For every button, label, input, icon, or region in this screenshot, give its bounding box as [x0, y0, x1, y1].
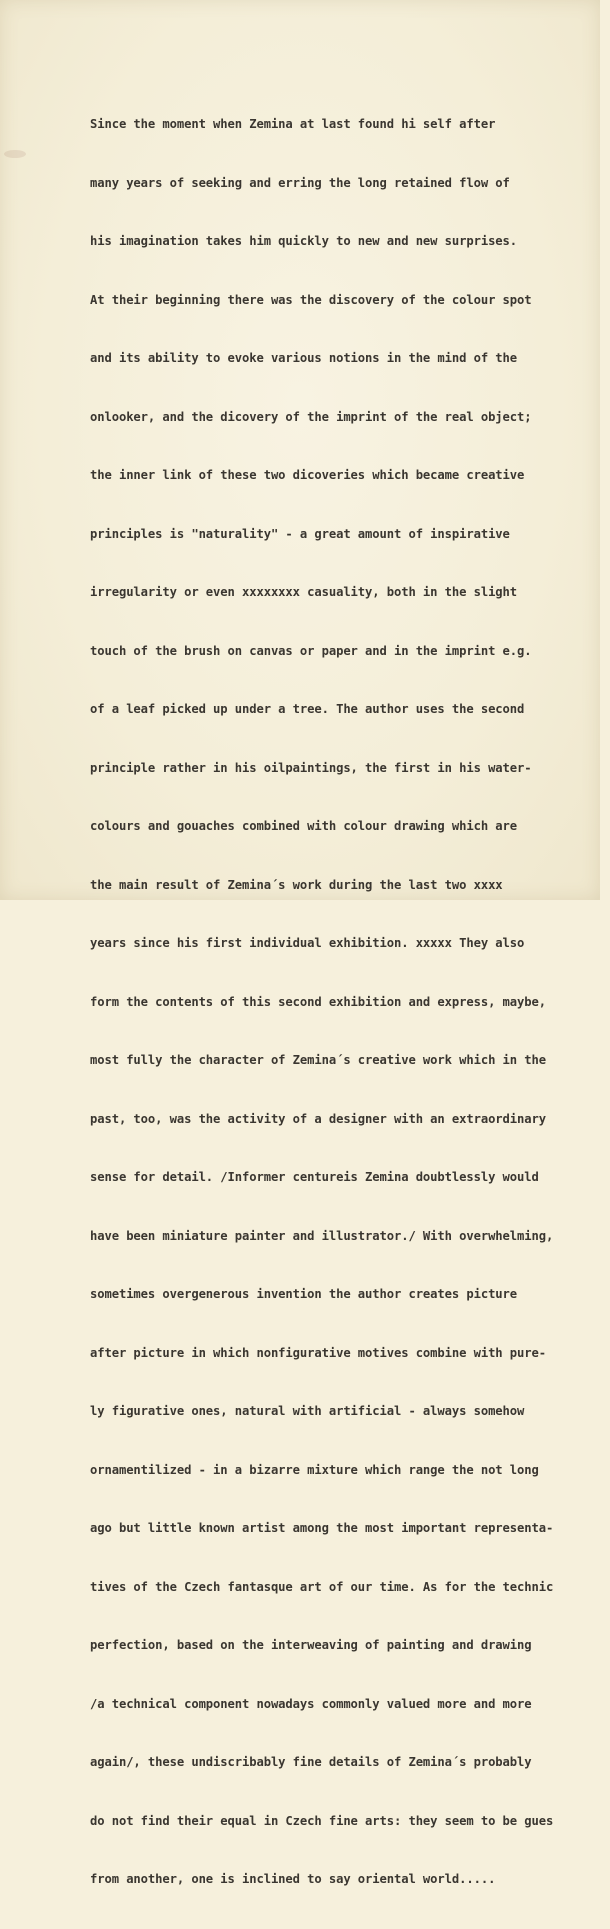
text-line: touch of the brush on canvas or paper and in the imprint e.g.	[90, 643, 532, 658]
text-line: principles is "naturality" - a great amount of inspirative	[90, 526, 510, 541]
text-line: tives of the Czech fantasque art of our time. As for the technic	[90, 1579, 554, 1594]
text-line: Since the moment when Zemina at last found hi self after	[90, 117, 496, 131]
text-line: sometimes overgenerous invention the author creates picture	[90, 1287, 518, 1301]
text-line: his imagination takes him quickly to new and new surprises.	[90, 234, 518, 248]
text-line: principle rather in his oilpaintings, the first in his water-	[90, 760, 532, 775]
text-line: onlooker, and the dicovery of the imprint of the real object;	[90, 409, 532, 424]
paper-stain	[4, 150, 26, 158]
text-line: colours and gouaches combined with colour drawing which are	[90, 819, 518, 833]
text-line: perfection, based on the interweaving of painting and drawing	[90, 1638, 532, 1652]
text-line: of a leaf picked up under a tree. The author uses the second	[90, 702, 525, 716]
text-line: most fully the character of Zemina´s creative work which in the	[90, 1053, 546, 1067]
text-line: again/, these undiscribably fine details of Zemina´s probably	[90, 1755, 532, 1769]
text-line: irregularity or even xxxxxxxx casuality, both in the slight	[90, 585, 518, 599]
text-line: the inner link of these two dicoveries which became creative	[90, 468, 525, 482]
text-line: after picture in which nonfigurative motives combine with pure-	[90, 1345, 546, 1360]
text-line: ornamentilized - in a bizarre mixture which range the not long	[90, 1462, 539, 1477]
text-line: have been miniature painter and illustrator./ With overwhelming,	[90, 1228, 554, 1243]
text-line: years since his first individual exhibition. xxxxx They also	[90, 936, 525, 950]
text-line: past, too, was the activity of a designer with an extraordinary	[90, 1111, 546, 1126]
text-line: /a technical component nowadays commonly valued more and more	[90, 1696, 532, 1711]
text-line: the main result of Zemina´s work during the last two xxxx	[90, 877, 503, 892]
text-line: and its ability to evoke various notions in the mind of the	[90, 351, 518, 365]
text-line: do not find their equal in Czech fine arts: they seem to be gues	[90, 1813, 554, 1828]
text-line: ly figurative ones, natural with artificial - always somehow	[90, 1404, 525, 1418]
text-line: from another, one is inclined to say oriental world.....	[90, 1872, 496, 1886]
text-line: many years of seeking and erring the long retained flow of	[90, 175, 510, 190]
text-line: form the contents of this second exhibition and express, maybe,	[90, 994, 546, 1009]
text-line: sense for detail. /Informer centureis Zemina doubtlessly would	[90, 1170, 539, 1184]
text-line: At their beginning there was the discovery of the colour spot	[90, 292, 532, 307]
typewritten-text-block	[90, 76, 610, 1929]
text-line: ago but little known artist among the most important representa-	[90, 1521, 554, 1535]
